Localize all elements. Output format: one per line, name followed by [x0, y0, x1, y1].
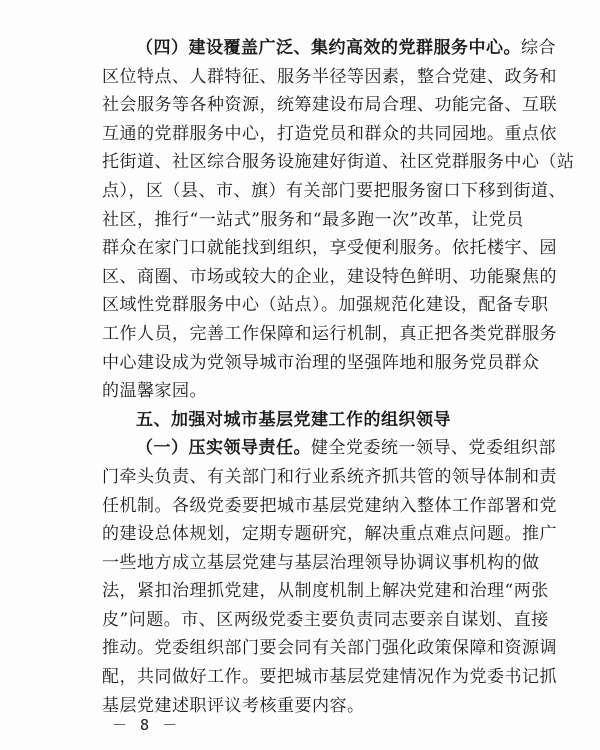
section4-line: 点），区（县、市、旗）有关部门要把服务窗口下移到街道、: [102, 180, 566, 201]
section5-line: 的建设总体规划，定期专题研究，解决重点难点问题。推广: [102, 524, 557, 545]
section4-line: 中心建设成为党领导城市治理的坚强阵地和服务党员群众: [102, 352, 540, 373]
section5-first-line-text: 健全党委统一领导、党委组织部: [311, 438, 556, 459]
section5-heading: 五、加强对城市基层党建工作的组织领导: [136, 409, 451, 430]
section4-title: （四）建设覆盖广泛、集约高效的党群服务中心。: [136, 38, 521, 58]
section4-line: 互通的党群服务中心，打造党员和群众的共同园地。重点依: [102, 123, 557, 144]
section5-line: 法，紧扣治理抓党建，从制度机制上解决党建和治理“两张: [102, 581, 549, 602]
page-number: － 8 －: [112, 716, 180, 734]
section4-line: 群众在家门口就能找到组织，享受便利服务。依托楼宇、园: [102, 238, 557, 259]
section5-line: 基层党建述职评议考核重要内容。: [102, 695, 365, 716]
section4-line: 区、商圈、市场或较大的企业，建设特色鲜明、功能聚焦的: [102, 266, 557, 287]
section4-first-line: [102, 34, 556, 63]
section4-line: 区位特点、人群特征、服务半径等因素，整合党建、政务和: [102, 66, 557, 87]
section4-line: 工作人员，完善工作保障和运行机制，真正把各类党群服务: [102, 323, 557, 344]
section4-line: 的温馨家园。: [102, 381, 207, 402]
section5-sub-title: （一）压实领导责任。: [136, 438, 311, 459]
section5-line: 门牵头负责、有关部门和行业系统齐抓共管的领导体制和责: [102, 466, 557, 487]
section5-line: 任机制。各级党委要把城市基层党建纳入整体工作部署和党: [102, 495, 557, 516]
section4-line: 社区，推行“一站式”服务和“最多跑一次”改革，让党员: [102, 209, 524, 230]
document-body: [102, 34, 575, 720]
section5-line: 推动。党委组织部门要会同有关部门强化政策保障和资源调: [102, 638, 557, 659]
section4-line: 社会服务等各种资源，统筹建设布局合理、功能完备、互联: [102, 95, 557, 116]
section5-line: 配，共同做好工作。要把城市基层党建情况作为党委书记抓: [102, 667, 557, 688]
section5-first-line: [102, 434, 556, 463]
section4-first-line-text: 综合: [521, 38, 556, 58]
section4-line: 区域性党群服务中心（站点）。加强规范化建设，配备专职: [102, 295, 549, 316]
section5-line: 一些地方成立基层党建与基层治理领导协调议事机构的做: [102, 552, 540, 573]
section5-line: 皮”问题。市、区两级党委主要负责同志要亲自谋划、直接: [102, 609, 549, 630]
section4-line: 托街道、社区综合服务设施建好街道、社区党群服务中心（站: [102, 152, 575, 173]
